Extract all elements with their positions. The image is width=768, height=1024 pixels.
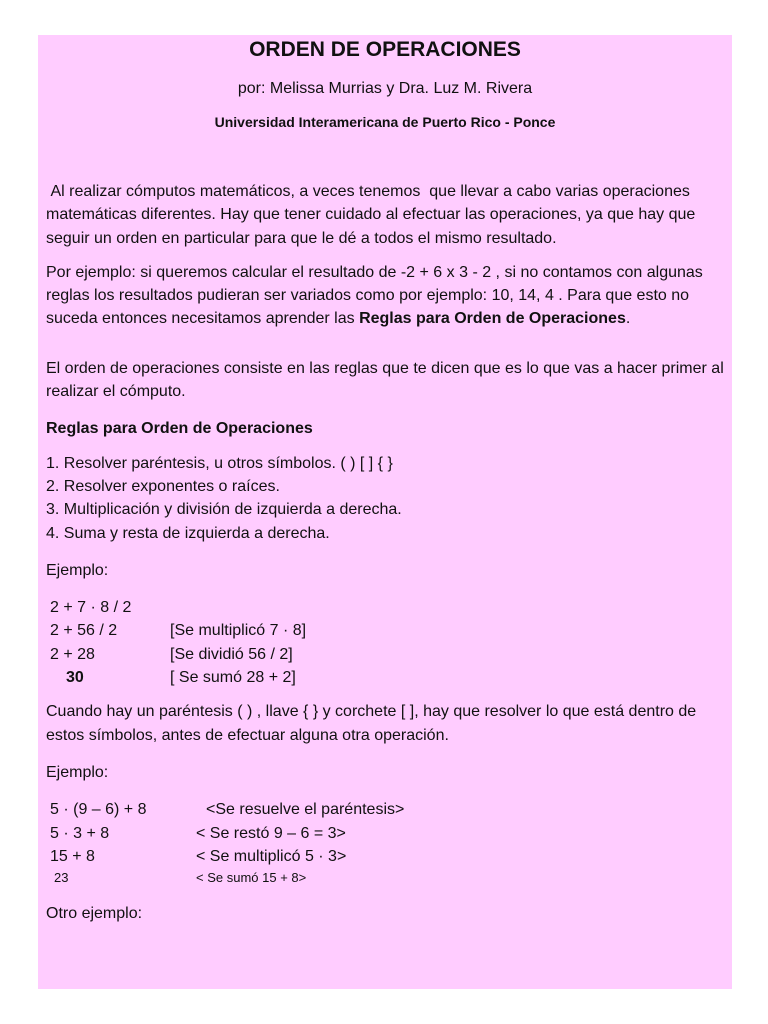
rules-bold-ref: Reglas para Orden de Operaciones: [359, 310, 626, 328]
example2-steps: [46, 798, 724, 888]
rules-list: [46, 452, 724, 545]
step-expression: 5 · 3 + 8: [50, 824, 110, 842]
intro-paragraph: Al realizar cómputos matemáticos, a veces tenemos que llevar a cabo varias operaciones matemáticas diferentes. Hay que tener cuidado al efectuar las operaciones, ya que hay que seguir un orden en particular para que le dé a todos el mismo resultado.: [46, 183, 700, 247]
step-note: < Se multiplicó 5 · 3>: [196, 847, 347, 865]
byline: por: Melissa Murrias y Dra. Luz M. Rivera: [237, 80, 533, 97]
step-note: [Se dividió 56 / 2]: [170, 645, 293, 663]
example-step: [46, 596, 724, 619]
rule-item: 3. Multiplicación y división de izquierda a derecha.: [46, 501, 402, 519]
step-note: [Se multiplicó 7 · 8]: [170, 622, 307, 640]
example1-steps: [46, 596, 724, 689]
example-paragraph: [46, 261, 724, 331]
other-example-label: Otro ejemplo:: [46, 905, 143, 923]
rule-item: 1. Resolver paréntesis, u otros símbolos. ( ) [ ] { }: [46, 454, 393, 472]
step-expression: 2 + 7 · 8 / 2: [50, 599, 132, 617]
step-expression: 5 · (9 – 6) + 8: [50, 801, 147, 819]
document-page: [38, 35, 732, 989]
example-step: [46, 822, 724, 845]
step-note: <Se resuelve el paréntesis>: [206, 801, 405, 819]
example2-label: Ejemplo:: [46, 763, 109, 781]
step-expression: 15 + 8: [50, 847, 95, 865]
example-step: [46, 798, 724, 821]
step-result: 23: [54, 870, 69, 886]
step-note: [ Se sumó 28 + 2]: [170, 669, 296, 687]
example-paragraph-end: .: [625, 310, 631, 328]
example-step: [46, 666, 724, 689]
example-step: [46, 868, 724, 888]
rule-item: 4. Suma y resta de izquierda a derecha.: [46, 524, 330, 542]
example-step: [46, 845, 724, 868]
step-result: 30: [66, 669, 84, 687]
parentheses-paragraph: Cuando hay un paréntesis ( ) , llave { } y corchete [ ], hay que resolver lo que está dentro de estos símbolos, antes de efectuar alguna otra operación.: [46, 703, 697, 744]
rules-heading: Reglas para Orden de Operaciones: [46, 420, 313, 438]
step-note: < Se sumó 15 + 8>: [196, 870, 307, 886]
definition-paragraph: El orden de operaciones consiste en las reglas que te dicen que es lo que vas a hacer primer al realizar el cómputo.: [46, 359, 724, 401]
university-name: Universidad Interamericana de Puerto Rico - Ponce: [214, 114, 556, 130]
step-note: [170, 596, 724, 619]
step-expression: 2 + 28: [50, 645, 95, 663]
example-step: [46, 643, 724, 666]
page-title: ORDEN DE OPERACIONES: [249, 38, 521, 61]
step-note: < Se restó 9 – 6 = 3>: [196, 824, 346, 842]
rule-item: 2. Resolver exponentes o raíces.: [46, 477, 280, 495]
example-paragraph-text: Por ejemplo: si queremos calcular el resultado de -2 + 6 x 3 - 2 , si no contamos con algunas reglas los resultados pudieran ser variados como por ejemplo: 10, 14, 4 . Para que esto no suceda entonces necesitamos aprender las: [46, 263, 703, 328]
step-expression: 2 + 56 / 2: [50, 622, 118, 640]
example-step: [46, 619, 724, 642]
example-label: Ejemplo:: [46, 561, 109, 579]
